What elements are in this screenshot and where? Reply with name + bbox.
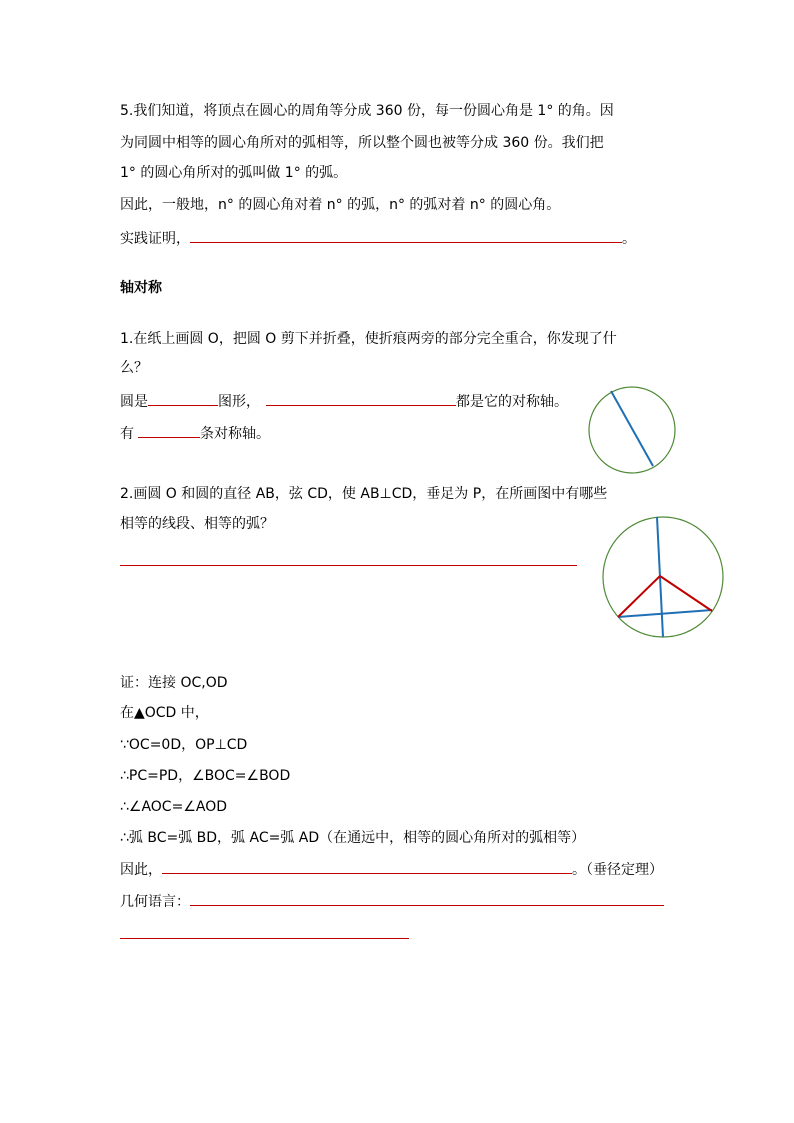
q1-line3 <box>120 391 568 412</box>
heading-axis-symmetry: 轴对称 <box>120 280 162 296</box>
proof-line2: 在▲OCD 中， <box>120 705 209 721</box>
proof-line3: ∵OC=0D，OP⊥CD <box>120 737 248 753</box>
q1-line1: 1.在纸上画圆 O，把圆 O 剪下并折叠，使折痕两旁的部分完全重合，你发现了什 <box>120 331 617 347</box>
q1-line3-b: 图形， <box>218 394 260 410</box>
q2-line2: 相等的线段、相等的弧？ <box>120 516 274 532</box>
q2-line1: 2.画圆 O 和圆的直径 AB，弦 CD，使 AB⊥CD，垂足为 P，在所画图中有哪些 <box>120 486 608 502</box>
proof-line8-prefix: 几何语言： <box>120 894 190 910</box>
radius-od <box>660 576 712 611</box>
proof-line7-prefix: 因此， <box>120 862 162 878</box>
answer-line-geometric-language-2[interactable] <box>120 938 409 939</box>
answer-blank-geometric-language[interactable] <box>190 891 664 906</box>
q1-line4 <box>120 423 270 444</box>
answer-blank-practice[interactable] <box>190 228 622 243</box>
circle-figure-1 <box>586 386 680 478</box>
answer-blank-symmetry-axis[interactable] <box>266 391 456 406</box>
proof-line7-suffix: 。（垂径定理） <box>572 862 663 878</box>
answer-blank-axis-count[interactable] <box>138 423 200 438</box>
q1-line4-a: 有 <box>120 426 134 442</box>
q1-line4-b: 条对称轴。 <box>200 426 270 442</box>
radius-oc <box>618 576 660 617</box>
proof-line7 <box>120 859 663 880</box>
circle-figure-2 <box>600 514 726 640</box>
section5-line3: 1° 的圆心角所对的弧叫做 1° 的弧。 <box>120 165 348 181</box>
q1-line3-a: 圆是 <box>120 394 148 410</box>
answer-blank-figure-type[interactable] <box>148 391 218 406</box>
answer-line-q2[interactable] <box>120 565 577 566</box>
proof-line6: ∴弧 BC=弧 BD，弧 AC=弧 AD（在通远中，相等的圆心角所对的弧相等） <box>120 830 586 846</box>
proof-line1: 证：连接 OC,OD <box>120 675 228 691</box>
section5-line4: 因此，一般地，n° 的圆心角对着 n° 的弧，n° 的弧对着 n° 的圆心角。 <box>120 197 561 213</box>
section5-line1: 5.我们知道，将顶点在圆心的周角等分成 360 份，每一份圆心角是 1° 的角。因 <box>120 103 614 119</box>
section5-line2: 为同圆中相等的圆心角所对的弧相等，所以整个圆也被等分成 360 份。我们把 <box>120 135 604 151</box>
section5-line5-prefix: 实践证明， <box>120 231 190 247</box>
section5-line5-suffix: 。 <box>622 231 636 247</box>
fold-diameter <box>611 391 653 466</box>
proof-line8 <box>120 891 664 912</box>
q1-line2: 么？ <box>120 360 148 376</box>
proof-line5: ∴∠AOC=∠AOD <box>120 799 227 815</box>
proof-line4: ∴PC=PD，∠BOC=∠BOD <box>120 768 291 784</box>
chord-cd <box>618 610 712 617</box>
answer-blank-theorem[interactable] <box>162 859 572 874</box>
q1-line3-c: 都是它的对称轴。 <box>456 394 568 410</box>
section5-line5 <box>120 228 636 249</box>
